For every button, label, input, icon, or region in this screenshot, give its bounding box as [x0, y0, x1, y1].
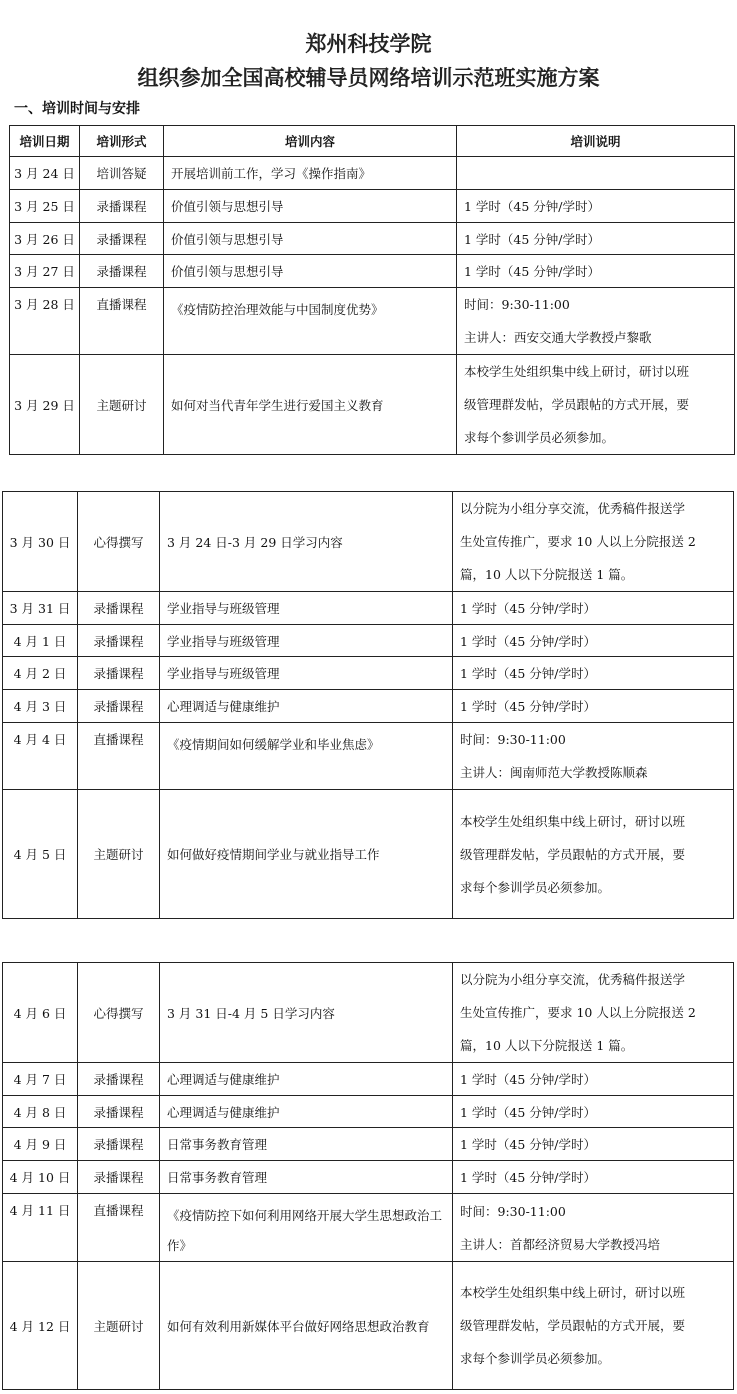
- cell-notes: [453, 1128, 734, 1161]
- cell-date: 4 月 4 日: [3, 723, 78, 790]
- cell-notes: [453, 625, 734, 657]
- cell-format: 录播课程: [78, 1096, 160, 1128]
- cell-notes: [453, 790, 734, 919]
- cell-notes: [453, 690, 734, 723]
- cell-format: 主题研讨: [80, 355, 164, 455]
- cell-notes: [453, 1161, 734, 1194]
- cell-date: 4 月 7 日: [3, 1063, 78, 1096]
- cell-content: 如何有效利用新媒体平台做好网络思想政治教育: [160, 1262, 453, 1390]
- section-heading: 一、培训时间与安排: [14, 101, 140, 117]
- cell-date: 3 月 27 日: [10, 255, 80, 288]
- cell-format: 录播课程: [78, 690, 160, 723]
- note-line: 求每个参训学员必须参加。: [464, 430, 615, 445]
- table-row: [10, 255, 735, 288]
- cell-notes: [453, 1063, 734, 1096]
- note-line: 1 学时（45 分钟/学时）: [460, 1104, 597, 1120]
- note-line: 级管理群发帖，学员跟帖的方式开展，要: [460, 1318, 686, 1333]
- note-line: 主讲人：西安交通大学教授卢黎歌: [464, 330, 652, 345]
- cell-format: 录播课程: [80, 190, 164, 223]
- cell-date: 4 月 10 日: [3, 1161, 78, 1194]
- note-line: 级管理群发帖，学员跟帖的方式开展，要: [464, 397, 690, 412]
- table-row: [10, 223, 735, 255]
- table-row: [3, 1063, 734, 1096]
- schedule-table-3: [2, 962, 734, 1390]
- cell-content: 学业指导与班级管理: [160, 625, 453, 657]
- cell-date: 3 月 29 日: [10, 355, 80, 455]
- cell-content: 日常事务教育管理: [160, 1128, 453, 1161]
- table-row: [3, 1096, 734, 1128]
- cell-notes: [453, 1262, 734, 1390]
- note-line: 时间：9:30-11:00: [460, 1203, 566, 1219]
- table-row: [3, 492, 734, 592]
- note-line: 以分院为小组分享交流，优秀稿件报送学: [460, 972, 686, 987]
- cell-notes: [453, 723, 734, 790]
- cell-format: 培训答疑: [80, 157, 164, 190]
- cell-content: 《疫情防控治理效能与中国制度优势》: [164, 288, 457, 355]
- cell-notes: [457, 355, 735, 455]
- note-line: 本校学生处组织集中线上研讨，研讨以班: [460, 1285, 686, 1300]
- note-line: 1 学时（45 分钟/学时）: [460, 1137, 597, 1152]
- note-line: 1 学时（45 分钟/学时）: [464, 199, 601, 214]
- cell-notes: [457, 255, 735, 288]
- table-row: [3, 1161, 734, 1194]
- cell-date: 4 月 9 日: [3, 1128, 78, 1161]
- cell-format: 录播课程: [80, 223, 164, 255]
- table-row: [3, 690, 734, 723]
- cell-date: 4 月 6 日: [3, 963, 78, 1063]
- cell-notes: [457, 223, 735, 255]
- cell-content: 学业指导与班级管理: [160, 592, 453, 625]
- table-row: [10, 190, 735, 223]
- note-line: 时间：9:30-11:00: [464, 297, 570, 312]
- cell-date: 4 月 11 日: [3, 1194, 78, 1262]
- cell-notes: [457, 190, 735, 223]
- table-row: [3, 963, 734, 1063]
- cell-content: 心理调适与健康维护: [160, 1063, 453, 1096]
- table-row: [3, 657, 734, 690]
- cell-date: 4 月 3 日: [3, 690, 78, 723]
- schedule-table-2: [2, 491, 734, 919]
- note-line: 生处宣传推广，要求 10 人以上分院报送 2: [460, 1005, 696, 1020]
- header-notes: 培训说明: [457, 126, 735, 157]
- cell-notes: [453, 1096, 734, 1128]
- note-line: 篇，10 人以下分院报送 1 篇。: [460, 1038, 634, 1053]
- cell-content: 心理调适与健康维护: [160, 1096, 453, 1128]
- cell-content: 价值引领与思想引导: [164, 223, 457, 255]
- note-line: 时间：9:30-11:00: [460, 732, 566, 747]
- cell-date: 4 月 12 日: [3, 1262, 78, 1390]
- cell-date: 4 月 1 日: [3, 625, 78, 657]
- cell-content: 价值引领与思想引导: [164, 255, 457, 288]
- note-line: 1 学时（45 分钟/学时）: [460, 699, 597, 714]
- note-line: 1 学时（45 分钟/学时）: [464, 264, 601, 279]
- cell-format: 心得撰写: [78, 492, 160, 592]
- cell-content: 开展培训前工作，学习《操作指南》: [164, 157, 457, 190]
- cell-date: 3 月 30 日: [3, 492, 78, 592]
- cell-content: 《疫情防控下如何利用网络开展大学生思想政治工作》: [160, 1194, 453, 1262]
- table-row: [3, 625, 734, 657]
- cell-notes: [453, 963, 734, 1063]
- header-date: 培训日期: [10, 126, 80, 157]
- cell-format: 录播课程: [78, 1128, 160, 1161]
- cell-notes: [457, 288, 735, 355]
- cell-date: 3 月 28 日: [10, 288, 80, 355]
- cell-format: 录播课程: [78, 1161, 160, 1194]
- cell-date: 3 月 26 日: [10, 223, 80, 255]
- note-line: 本校学生处组织集中线上研讨，研讨以班: [464, 364, 690, 379]
- cell-notes: [453, 1194, 734, 1262]
- cell-date: 4 月 2 日: [3, 657, 78, 690]
- header-format: 培训形式: [80, 126, 164, 157]
- cell-format: 主题研讨: [78, 790, 160, 919]
- cell-format: 直播课程: [78, 1194, 160, 1262]
- note-line: 本校学生处组织集中线上研讨，研讨以班: [460, 813, 686, 829]
- note-line: 以分院为小组分享交流，优秀稿件报送学: [460, 501, 686, 516]
- cell-content: 价值引领与思想引导: [164, 190, 457, 223]
- cell-content: 如何对当代青年学生进行爱国主义教育: [164, 355, 457, 455]
- note-line: 求每个参训学员必须参加。: [460, 1351, 611, 1366]
- note-line: 1 学时（45 分钟/学时）: [460, 601, 597, 616]
- note-line: 1 学时（45 分钟/学时）: [464, 231, 601, 247]
- cell-date: 3 月 24 日: [10, 157, 80, 190]
- document-title: 郑州科技学院: [305, 32, 432, 56]
- cell-content: 学业指导与班级管理: [160, 657, 453, 690]
- cell-date: 3 月 31 日: [3, 592, 78, 625]
- cell-format: 心得撰写: [78, 963, 160, 1063]
- cell-notes: [453, 592, 734, 625]
- cell-notes: [453, 657, 734, 690]
- table-row: [3, 1262, 734, 1390]
- cell-date: 4 月 8 日: [3, 1096, 78, 1128]
- note-line: 求每个参训学员必须参加。: [460, 879, 611, 895]
- cell-date: 4 月 5 日: [3, 790, 78, 919]
- note-line: 生处宣传推广，要求 10 人以上分院报送 2: [460, 534, 696, 549]
- cell-content: 日常事务教育管理: [160, 1161, 453, 1194]
- table-row: [3, 790, 734, 919]
- table-row: [10, 288, 735, 355]
- schedule-table-1: [9, 125, 735, 455]
- table-row: [3, 1128, 734, 1161]
- cell-format: 主题研讨: [78, 1262, 160, 1390]
- note-line: 1 学时（45 分钟/学时）: [460, 633, 597, 649]
- cell-format: 录播课程: [78, 625, 160, 657]
- note-line: 1 学时（45 分钟/学时）: [460, 1072, 597, 1087]
- cell-format: 录播课程: [80, 255, 164, 288]
- header-content: 培训内容: [164, 126, 457, 157]
- table-row: [3, 723, 734, 790]
- cell-notes: [453, 492, 734, 592]
- cell-format: 直播课程: [78, 723, 160, 790]
- table-header-row: [10, 126, 735, 157]
- note-line: 篇，10 人以下分院报送 1 篇。: [460, 567, 634, 582]
- cell-date: 3 月 25 日: [10, 190, 80, 223]
- cell-notes: [457, 157, 735, 190]
- cell-format: 录播课程: [78, 592, 160, 625]
- table-row: [3, 592, 734, 625]
- note-line: 级管理群发帖，学员跟帖的方式开展，要: [460, 846, 686, 862]
- table-row: [10, 355, 735, 455]
- cell-format: 录播课程: [78, 1063, 160, 1096]
- note-line: 1 学时（45 分钟/学时）: [460, 666, 597, 681]
- cell-content: 3 月 24 日-3 月 29 日学习内容: [160, 492, 453, 592]
- table-row: [3, 1194, 734, 1262]
- cell-content: 3 月 31 日-4 月 5 日学习内容: [160, 963, 453, 1063]
- cell-format: 录播课程: [78, 657, 160, 690]
- note-line: 主讲人：闽南师范大学教授陈顺森: [460, 765, 648, 780]
- table-row: [10, 157, 735, 190]
- cell-content: 《疫情期间如何缓解学业和毕业焦虑》: [160, 723, 453, 790]
- cell-content: 心理调适与健康维护: [160, 690, 453, 723]
- document-subtitle: 组织参加全国高校辅导员网络培训示范班实施方案: [137, 66, 600, 90]
- cell-format: 直播课程: [80, 288, 164, 355]
- note-line: 1 学时（45 分钟/学时）: [460, 1170, 597, 1185]
- note-line: 主讲人：首都经济贸易大学教授冯培: [460, 1236, 661, 1252]
- cell-content: 如何做好疫情期间学业与就业指导工作: [160, 790, 453, 919]
